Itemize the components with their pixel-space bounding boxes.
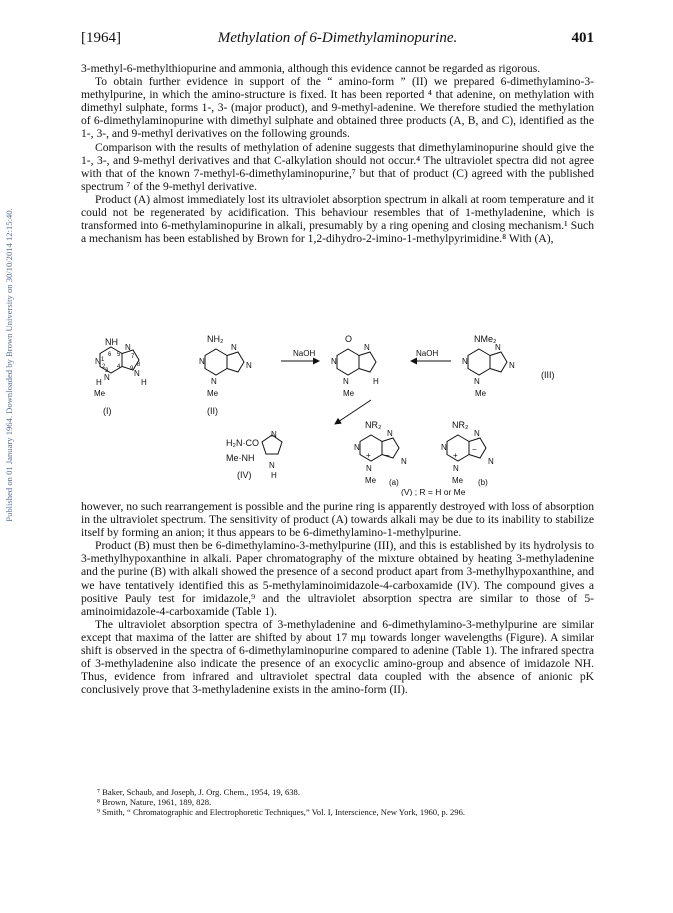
s1-num: 3 xyxy=(105,368,109,374)
structure-hypoxanthine xyxy=(331,334,379,398)
s4-me: Me xyxy=(475,389,487,398)
va-minus: − xyxy=(385,451,390,460)
structure-iii xyxy=(462,334,555,398)
s3-top-label: O xyxy=(345,334,353,344)
va-n7: N xyxy=(387,429,393,438)
s3-n1: N xyxy=(331,357,337,366)
running-header xyxy=(81,30,594,50)
structure-i xyxy=(94,337,147,416)
header-title: Methylation of 6-Dimethylaminopurine. xyxy=(217,30,458,46)
s1-num: 5 xyxy=(117,352,121,358)
iv-n: N xyxy=(271,430,277,439)
body-text-upper xyxy=(81,62,594,245)
page-number: 401 xyxy=(571,30,594,46)
vb-plus: + xyxy=(453,451,458,460)
s2-n7: N xyxy=(231,343,237,352)
va-tag: (a) xyxy=(389,478,399,487)
iv-carboxamide: H₂N·CO xyxy=(226,438,259,448)
iv-methylamino: Me·NH xyxy=(226,453,255,463)
footnote: ⁸ Brown, Nature, 1961, 189, 828. xyxy=(97,797,212,807)
v-caption: (V) ; R = H or Me xyxy=(401,487,466,496)
va-top-label: NR₂ xyxy=(365,420,382,430)
s1-num: 4 xyxy=(117,364,121,370)
s4-top-label: NMe₂ xyxy=(474,334,497,344)
paragraph: To obtain further evidence in support of the “ amino-form ” (II) we prepared 6-dimethylamino-3-methylpurine, in which the amino-structure is fixed. It has been reported ⁴ that adenine, on methylation with dimethyl sulphate, forms 1-, 3- (major product), and 9-methyl-adenine. We therefore studied the methylation of 6-dimethylaminopurine with dimethyl sulphate and obtained three products (A, B, and C), identified as the 1-, 3-, and 9-methyl derivatives on the following grounds. xyxy=(81,75,594,141)
s1-label: (I) xyxy=(103,406,112,416)
s1-n-h: H xyxy=(96,378,102,387)
vb-me: Me xyxy=(452,476,464,485)
s1-n1: N xyxy=(95,357,101,366)
s3-me: Me xyxy=(343,389,355,398)
vb-minus: − xyxy=(472,445,477,454)
s3-n3: N xyxy=(343,377,349,386)
footnote: ⁹ Smith, “ Chromatographic and Electrophoretic Techniques,” Vol. I, Interscience, New York, 1960, p. 296. xyxy=(97,807,466,817)
structure-v-a xyxy=(354,420,407,487)
paragraph: Comparison with the results of methylation of adenine suggests that dimethylaminopurine should give the 1-, 3-, and 9-methyl derivatives and that C-alkylation should not occur.⁴ The ultraviolet spectra did not agree with that of the known 7-methyl-6-dimethylaminopurine,⁷ but that of product (C) agreed with the published spectrum ⁷ of the 9-methyl derivative. xyxy=(81,140,594,193)
s3-n7: N xyxy=(364,343,370,352)
structure-v-b xyxy=(441,420,494,487)
header-year: [1964] xyxy=(81,30,121,46)
s1-num: 1 xyxy=(101,357,105,363)
paragraph: however, no such rearrangement is possible and the purine ring is apparently destroyed with loss of absorption in the ultraviolet spectrum. The sensitivity of product (A) towards alkali may be due to its inability to stabilize itself by forming an anion; it thus appears to be 6-dimethylamino-1-methylpurine. xyxy=(81,500,594,540)
s1-n7: N xyxy=(125,343,131,352)
download-watermark-text: Published on 01 January 1964. Downloaded by Brown University on 30/10/2014 12:15:40. xyxy=(4,208,14,522)
download-watermark xyxy=(2,150,16,580)
s2-top-label: NH₂ xyxy=(207,334,224,344)
s1-num: 9 xyxy=(130,366,134,372)
s2-n1: N xyxy=(199,357,205,366)
paragraph: The ultraviolet absorption spectra of 3-methyladenine and 6-dimethylamino-3-methylpurine are similar except that maxima of the latter are shifted by about 17 mμ towards longer wavelengths (Figure). A similar shift is observed in the spectra of 6-dimethylaminopurine compared to adenine (Table 1). The infrared spectra of 3-methyladenine also indicate the presence of an exocyclic amino-group and absence of imidazole NH. Thus, evidence from infrared and ultraviolet spectral data coupled with the absence of anionic pK conclusively prove that 3-methyladenine exists in the amino-form (II). xyxy=(81,617,594,697)
paragraph: Product (B) must then be 6-dimethylamino-3-methylpurine (III), and this is established by its hydrolysis to 3-methylhypoxanthine in alkali. Paper chromatography of the mixture obtained by heating 3-methyladenine and the purine (B) with alkali showed the presence of a second product apart from 3-methylhypoxanthine, and we have tentatively identified this as 5-methylaminoimidazole-4-carboxamide (IV). The compound gives a positive Pauly test for imidazole,⁹ and the ultraviolet absorption spectra are similar to those of 5-aminoimidazole-4-carboxamide (Table 1). xyxy=(81,539,594,618)
s4-n7: N xyxy=(495,343,501,352)
s1-n3: N xyxy=(104,373,110,382)
va-n3: N xyxy=(366,464,372,473)
s1-num: 8 xyxy=(137,362,141,368)
reaction-arrow-2 xyxy=(411,349,451,361)
s2-me: Me xyxy=(207,389,219,398)
s2-label: (II) xyxy=(207,406,218,416)
iv-n-h: N xyxy=(269,461,275,470)
s1-top-label: NH xyxy=(105,337,118,347)
s1-num: 7 xyxy=(131,354,135,360)
footnotes xyxy=(81,787,594,817)
s2-n3: N xyxy=(211,377,217,386)
paragraph: Product (A) almost immediately lost its ultraviolet absorption spectrum in alkali at room temperature and it could not be regenerated by acidification. This behaviour resembles that of 1-methyladenine, which is transformed into 6-methylaminopurine in alkali, presumably by a ring opening and closing mechanism.¹ Such a mechanism has been established by Brown for 1,2-dihydro-2-imino-1-methylpyrimidine.⁸ With (A), xyxy=(81,192,594,246)
s3-h: H xyxy=(373,377,379,386)
vb-n9: N xyxy=(488,457,494,466)
vb-tag: (b) xyxy=(478,478,488,487)
vb-n1: N xyxy=(441,443,447,452)
va-me: Me xyxy=(365,476,377,485)
s1-num: 2 xyxy=(102,364,106,370)
s1-n9: N xyxy=(134,369,140,378)
arrow2-reagent: NaOH xyxy=(416,349,439,358)
s2-n9: N xyxy=(246,361,252,370)
vb-n7: N xyxy=(474,429,480,438)
paragraph: 3-methyl-6-methylthiopurine and ammonia, although this evidence cannot be regarded as rigorous. xyxy=(81,62,541,75)
structure-iv xyxy=(226,430,282,480)
s4-n1: N xyxy=(462,357,468,366)
va-n9: N xyxy=(401,457,407,466)
reaction-arrow-1 xyxy=(281,349,319,361)
arrow1-reagent: NaOH xyxy=(293,349,316,358)
vb-top-label: NR₂ xyxy=(452,420,469,430)
s4-n9: N xyxy=(509,361,515,370)
vb-n3: N xyxy=(453,464,459,473)
reaction-scheme xyxy=(81,328,594,496)
va-n1: N xyxy=(354,443,360,452)
footnote: ⁷ Baker, Schaub, and Joseph, J. Org. Chem., 1954, 19, 638. xyxy=(97,787,300,797)
iv-label: (IV) xyxy=(237,470,252,480)
s1-num: 6 xyxy=(108,352,112,358)
s1-n9-h: H xyxy=(141,378,147,387)
body-text-lower xyxy=(81,500,594,696)
s4-n3: N xyxy=(474,377,480,386)
s4-label: (III) xyxy=(541,370,555,380)
s1-me: Me xyxy=(94,389,106,398)
va-plus: + xyxy=(366,451,371,460)
structure-ii xyxy=(199,334,252,416)
iv-h: H xyxy=(271,471,277,480)
